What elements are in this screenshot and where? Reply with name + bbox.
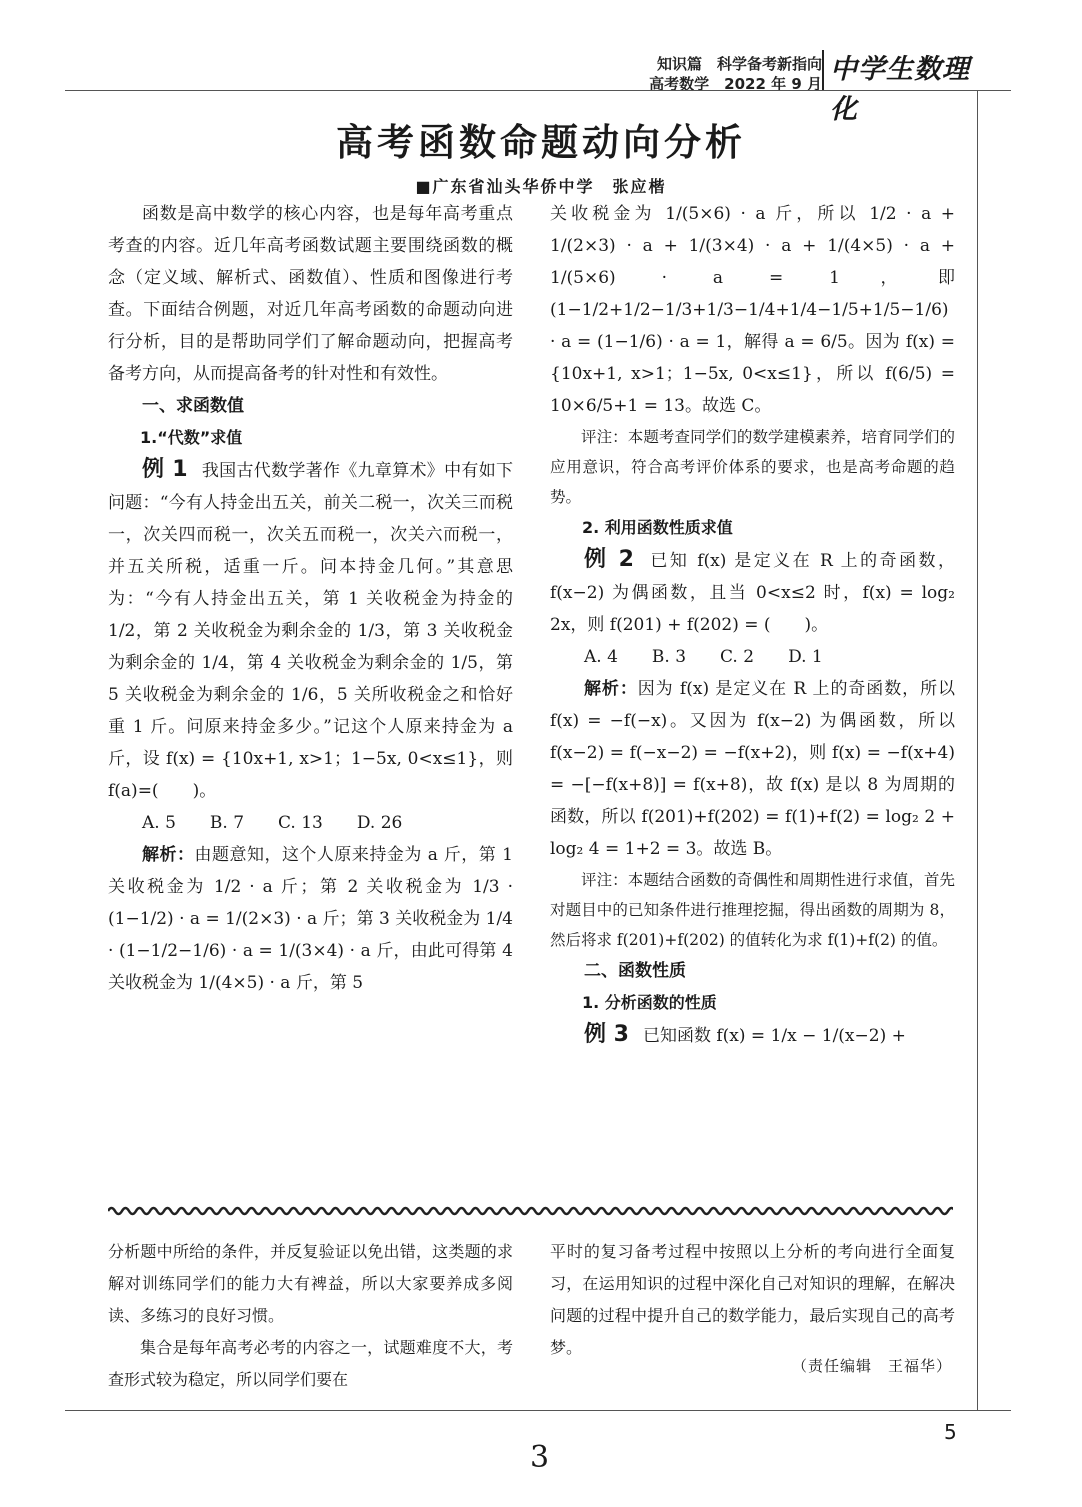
example-1-label: 例 1 <box>142 457 188 482</box>
running-header <box>649 54 822 94</box>
option-d: D. 1 <box>788 647 823 667</box>
example-2-options <box>550 641 955 673</box>
left-column <box>108 198 513 999</box>
page-number-journal: 5 <box>944 1420 957 1444</box>
example-1-options <box>108 807 513 839</box>
option-c: C. 13 <box>278 813 323 833</box>
margin-rule <box>977 90 978 1410</box>
option-c: C. 2 <box>720 647 755 667</box>
example-3 <box>550 1019 955 1052</box>
example-1-text: 我国古代数学著作《九章算术》中有如下问题：“今有人持金出五关，前关二税一，次关三而税一，次关四而税一，次关五而税一，次关六而税一，并五关所税，适重一斤。问本持金几何。”其意思为：“今有人持金出五关，第 1 关收税金为持金的 1/2，第 2 关收税金为剩余金的 1/3，第 3 关收税金为剩余金的 1/4，第 4 关收税金为剩余金的 1/5，第 5 关收税金为剩余金的 1/6，5 关所收税金之和恰好重 1 斤。问原来持金多少。”记这个人原来持金为 a 斤，设 f(x) = {10x+1, x>1；1−5x, 0<x≤1}，则 f(a)=( )。 <box>108 461 514 801</box>
example-2-label: 例 2 <box>584 547 634 572</box>
right-column <box>550 198 955 1052</box>
footer-rule <box>65 1410 1011 1411</box>
header-rule <box>65 90 1011 91</box>
option-b: B. 3 <box>651 647 687 667</box>
solution-1-text: 由题意知，这个人原来持金为 a 斤，第 1 关收税金为 1/2 · a 斤；第 2 关收税金为 1/3 · (1−1/2) · a = 1/(2×3) · a 斤；第 3 关收税金为 1/4 · (1−1/2−1/6) · a = 1/(3×4) · a 斤，由此可得第 4 关收税金为 1/(4×5) · a 斤，第 5 <box>108 845 513 993</box>
example-3-label: 例 3 <box>584 1022 629 1047</box>
option-a: A. 4 <box>584 647 618 667</box>
solution-2 <box>550 673 955 865</box>
page-number-document: 3 <box>530 1440 550 1475</box>
bottom-left-paragraph-2: 集合是每年高考必考的内容之一，试题难度不大，考查形式较为稳定，所以同学们要在 <box>108 1338 513 1389</box>
subsection-heading-3: 1. 分析函数的性质 <box>582 993 717 1012</box>
subsection-heading-1: 1.“代数”求值 <box>140 428 243 447</box>
bottom-left-column <box>108 1236 513 1396</box>
section-heading-2: 二、函数性质 <box>584 961 686 981</box>
option-b: B. 7 <box>209 813 245 833</box>
solution-1-label: 解析： <box>142 845 195 865</box>
solution-1 <box>108 839 513 999</box>
option-a: A. 5 <box>142 813 176 833</box>
solution-1-continued: 关收税金为 1/(5×6) · a 斤，所以 1/2 · a + 1/(2×3) · a + 1/(3×4) · a + 1/(4×5) · a + 1/(5×6) · a = 1，即 (1−1/2+1/2−1/3+1/3−1/4+1/4−1/5+1/5−1/6) · a = (1−1/6) · a = 1，解得 a = 6/5。因为 f(x) = {10x+1, x>1；1−5x, 0<x≤1}，所以 f(6/5) = 10×6/5+1 = 13。故选 C。 <box>550 204 955 416</box>
example-3-text: 已知函数 f(x) = 1/x − 1/(x−2) + <box>642 1026 906 1046</box>
bottom-right-column <box>550 1236 955 1364</box>
example-1 <box>108 454 513 807</box>
subsection-heading-2: 2. 利用函数性质求值 <box>582 518 733 537</box>
section-heading-1: 一、求函数值 <box>142 396 244 416</box>
article-title: 高考函数命题动向分析 <box>336 121 746 164</box>
comment-1: 评注：本题考查同学们的数学建模素养，培育同学们的应用意识，符合高考评价体系的要求，也是高考命题的趋势。 <box>550 428 955 506</box>
comment-2: 评注：本题结合函数的奇偶性和周期性进行求值，首先对题目中的已知条件进行推理挖掘，得出函数的周期为 8，然后将求 f(201)+f(202) 的值转化为求 f(1)+f(2) 的值。 <box>550 871 955 949</box>
journal-logo: 中学生数理化 <box>822 50 978 90</box>
header-line-2: 高考数学 2022 年 9 月 <box>649 75 822 93</box>
example-2 <box>550 544 955 641</box>
solution-2-text: 因为 f(x) 是定义在 R 上的奇函数，所以 f(x) = −f(−x)。又因为 f(x−2) 为偶函数，所以 f(x−2) = f(−x−2) = −f(x+2)，则 f(x) = −f(x+4) = −[−f(x+8)] = f(x+8)，故 f(x) 是以 8 为周期的函数，所以 f(201)+f(202) = f(1)+f(2) = log₂ 2 + log₂ 4 = 1+2 = 3。故选 B。 <box>550 679 955 859</box>
editor-credit: （责任编辑 王福华） <box>791 1357 952 1375</box>
option-d: D. 26 <box>356 813 403 833</box>
article-byline: ■广东省汕头华侨中学 张应楷 <box>415 177 667 196</box>
example-2-text: 已知 f(x) 是定义在 R 上的奇函数，f(x−2) 为偶函数，且当 0<x≤2 时，f(x) = log₂ 2x，则 f(201) + f(202) = ( )。 <box>550 551 956 635</box>
header-line-1: 知识篇 科学备考新指向 <box>656 55 822 73</box>
solution-2-label: 解析： <box>584 679 638 699</box>
intro-paragraph: 函数是高中数学的核心内容，也是每年高考重点考查的内容。近几年高考函数试题主要围绕函数的概念（定义域、解析式、函数值）、性质和图像进行考查。下面结合例题，对近几年高考函数的命题动向进行分析，目的是帮助同学们了解命题动向，把握高考备考方向，从而提高备考的针对性和有效性。 <box>108 204 513 384</box>
wavy-separator <box>108 1203 953 1219</box>
bottom-right-paragraph-1: 平时的复习备考过程中按照以上分析的考向进行全面复习，在运用知识的过程中深化自己对知识的理解，在解决问题的过程中提升自己的数学能力，最后实现自己的高考梦。 <box>550 1242 955 1357</box>
bottom-left-paragraph-1: 分析题中所给的条件，并反复验证以免出错，这类题的求解对训练同学们的能力大有裨益，所以大家要养成多阅读、多练习的良好习惯。 <box>108 1242 513 1325</box>
